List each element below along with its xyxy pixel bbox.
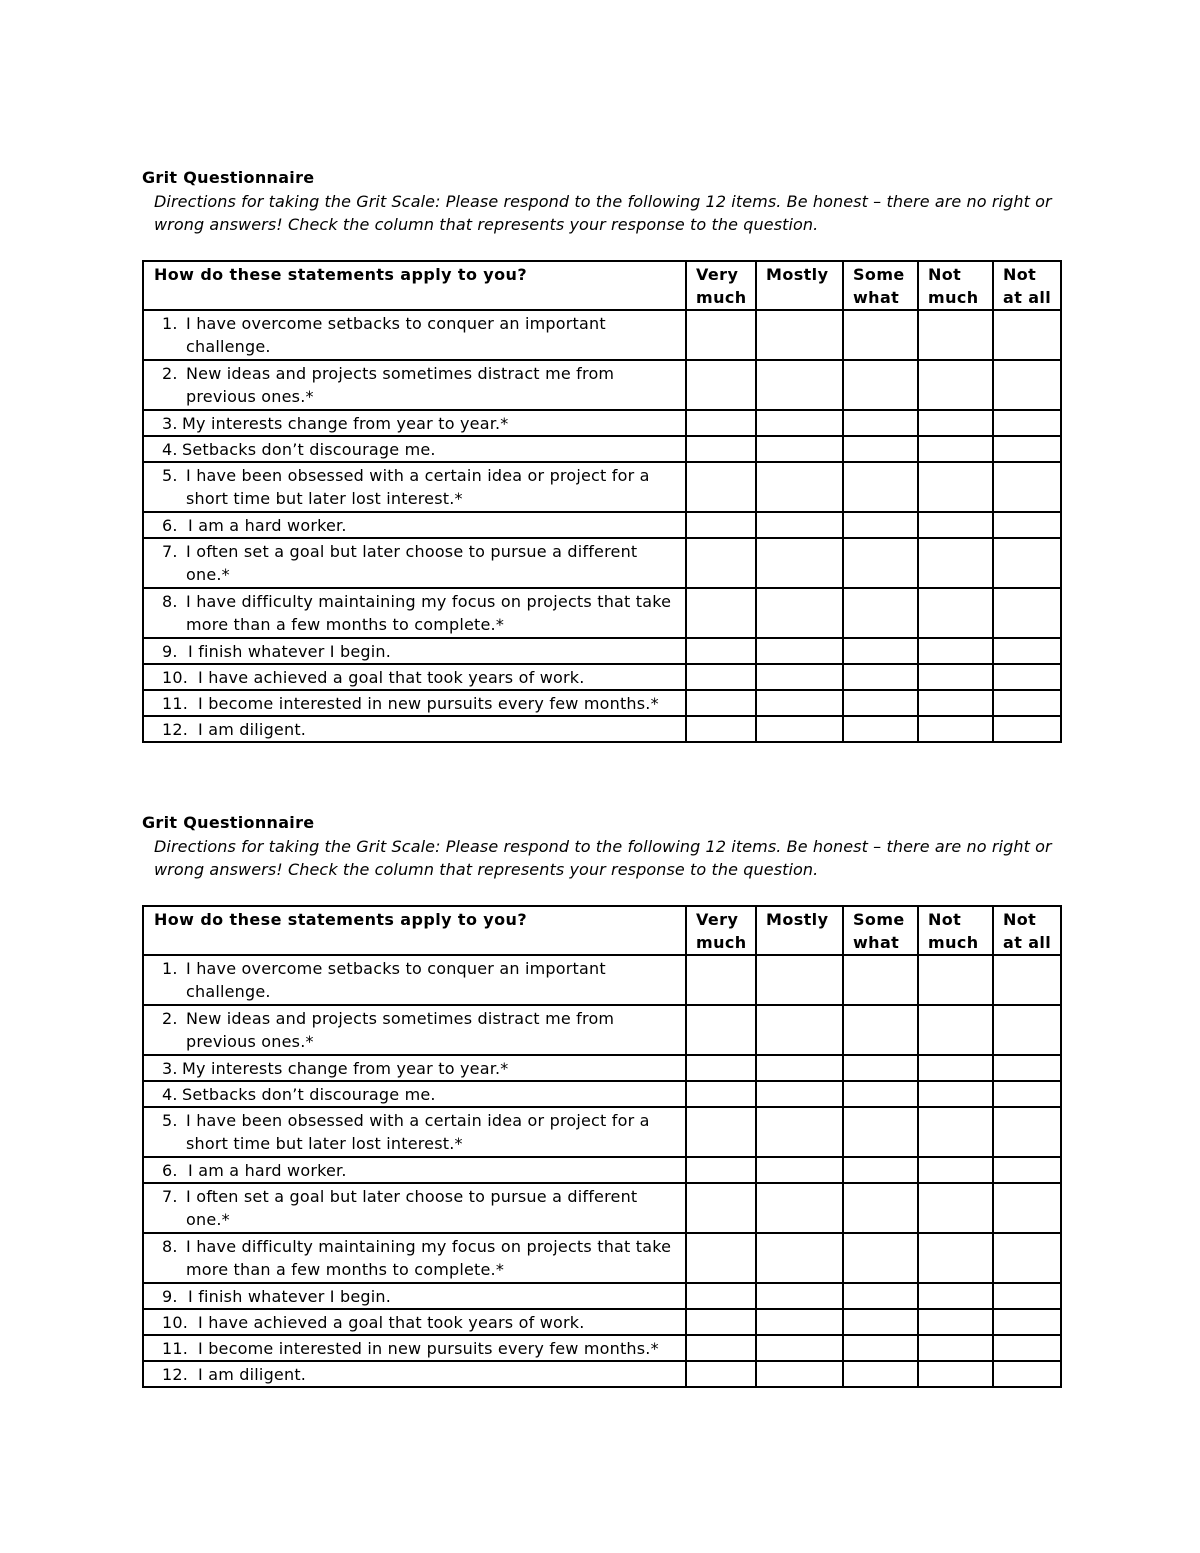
table-row xyxy=(143,1335,1061,1361)
table-row xyxy=(143,310,1061,360)
list-item xyxy=(144,1108,685,1155)
response-checkbox-cell[interactable] xyxy=(843,955,918,1005)
response-checkbox-cell[interactable] xyxy=(756,1361,843,1387)
list-item xyxy=(144,1310,685,1334)
list-item xyxy=(144,311,685,358)
table-row xyxy=(143,664,1061,690)
response-checkbox-cell[interactable] xyxy=(686,310,756,360)
item-number: 6. xyxy=(162,516,178,535)
directions-text: Directions for taking the Grit Scale: Please respond to the following 12 items. Be honest – there are no right or wrong answers! Check the column that represents your response to the question. xyxy=(154,837,1052,879)
list-item xyxy=(144,1184,685,1231)
response-checkbox-cell[interactable] xyxy=(993,638,1061,664)
list-item xyxy=(144,361,685,408)
response-checkbox-cell[interactable] xyxy=(993,1157,1061,1183)
table-row xyxy=(143,360,1061,410)
item-number: 9. xyxy=(162,1287,178,1306)
response-checkbox-cell[interactable] xyxy=(993,436,1061,462)
item-number: 7. xyxy=(162,542,178,561)
item-statement: I have been obsessed with a certain idea or project for a short time but later lost interest.* xyxy=(186,1111,650,1153)
statement-cell xyxy=(143,1361,686,1387)
option-column-header: Mostly xyxy=(756,261,843,310)
table-row xyxy=(143,1309,1061,1335)
response-checkbox-cell[interactable] xyxy=(993,410,1061,436)
item-statement: I am diligent. xyxy=(198,720,307,739)
response-checkbox-cell[interactable] xyxy=(918,1081,993,1107)
table-row xyxy=(143,638,1061,664)
statement-cell xyxy=(143,1183,686,1233)
item-statement: Setbacks don’t discourage me. xyxy=(182,440,436,459)
item-statement: I am diligent. xyxy=(198,1365,307,1384)
list-item xyxy=(144,589,685,636)
response-checkbox-cell[interactable] xyxy=(686,538,756,588)
response-checkbox-cell[interactable] xyxy=(843,436,918,462)
statement-cell xyxy=(143,1107,686,1157)
response-checkbox-cell[interactable] xyxy=(756,1309,843,1335)
response-checkbox-cell[interactable] xyxy=(686,1055,756,1081)
option-column-header: Some what xyxy=(843,261,918,310)
response-checkbox-cell[interactable] xyxy=(686,360,756,410)
statement-cell xyxy=(143,310,686,360)
response-checkbox-cell[interactable] xyxy=(686,462,756,512)
option-column-header: Not much xyxy=(918,261,993,310)
item-statement: I often set a goal but later choose to pursue a different one.* xyxy=(186,1187,638,1229)
list-item xyxy=(144,513,685,537)
response-checkbox-cell[interactable] xyxy=(918,1335,993,1361)
response-checkbox-cell[interactable] xyxy=(843,310,918,360)
response-checkbox-cell[interactable] xyxy=(686,436,756,462)
list-item xyxy=(144,1284,685,1308)
list-item xyxy=(144,1234,685,1281)
response-checkbox-cell[interactable] xyxy=(993,538,1061,588)
item-number: 12. xyxy=(162,720,189,739)
list-item xyxy=(144,1336,685,1360)
statement-cell xyxy=(143,1233,686,1283)
item-statement: I have difficulty maintaining my focus on projects that take more than a few months to complete.* xyxy=(186,1237,672,1279)
response-checkbox-cell[interactable] xyxy=(918,410,993,436)
response-checkbox-cell[interactable] xyxy=(918,360,993,410)
response-checkbox-cell[interactable] xyxy=(993,1005,1061,1055)
list-item xyxy=(144,717,685,741)
response-checkbox-cell[interactable] xyxy=(918,690,993,716)
item-statement: I have overcome setbacks to conquer an important challenge. xyxy=(186,314,606,356)
response-checkbox-cell[interactable] xyxy=(843,1005,918,1055)
item-number: 3. xyxy=(162,1059,178,1078)
item-statement: My interests change from year to year.* xyxy=(182,1059,509,1078)
statement-cell xyxy=(143,955,686,1005)
response-checkbox-cell[interactable] xyxy=(686,716,756,742)
list-item xyxy=(144,1362,685,1386)
response-checkbox-cell[interactable] xyxy=(843,1081,918,1107)
table-row xyxy=(143,1361,1061,1387)
response-checkbox-cell[interactable] xyxy=(843,462,918,512)
item-number: 11. xyxy=(162,1339,189,1358)
response-checkbox-cell[interactable] xyxy=(918,664,993,690)
item-number: 5. xyxy=(162,1111,178,1130)
response-checkbox-cell[interactable] xyxy=(686,955,756,1005)
table-row xyxy=(143,955,1061,1005)
item-number: 12. xyxy=(162,1365,189,1384)
response-checkbox-cell[interactable] xyxy=(756,638,843,664)
item-statement: I finish whatever I begin. xyxy=(188,642,391,661)
list-item xyxy=(144,639,685,663)
statement-cell xyxy=(143,360,686,410)
response-checkbox-cell[interactable] xyxy=(993,462,1061,512)
list-item xyxy=(144,691,685,715)
response-checkbox-cell[interactable] xyxy=(843,690,918,716)
item-statement: I often set a goal but later choose to pursue a different one.* xyxy=(186,542,638,584)
response-checkbox-cell[interactable] xyxy=(843,1361,918,1387)
response-checkbox-cell[interactable] xyxy=(993,664,1061,690)
response-checkbox-cell[interactable] xyxy=(993,690,1061,716)
response-checkbox-cell[interactable] xyxy=(756,410,843,436)
table-row xyxy=(143,1283,1061,1309)
item-statement: Setbacks don’t discourage me. xyxy=(182,1085,436,1104)
response-checkbox-cell[interactable] xyxy=(918,1361,993,1387)
questionnaire-title: Grit Questionnaire xyxy=(142,168,315,187)
response-checkbox-cell[interactable] xyxy=(993,310,1061,360)
response-checkbox-cell[interactable] xyxy=(843,1335,918,1361)
response-checkbox-cell[interactable] xyxy=(756,1335,843,1361)
response-checkbox-cell[interactable] xyxy=(918,588,993,638)
item-number: 1. xyxy=(162,959,178,978)
table-row xyxy=(143,1081,1061,1107)
response-checkbox-cell[interactable] xyxy=(918,462,993,512)
table-row xyxy=(143,512,1061,538)
statement-cell xyxy=(143,588,686,638)
item-statement: I become interested in new pursuits every few months.* xyxy=(198,1339,659,1358)
item-statement: I have been obsessed with a certain idea or project for a short time but later lost interest.* xyxy=(186,466,650,508)
response-checkbox-cell[interactable] xyxy=(686,1361,756,1387)
item-number: 8. xyxy=(162,592,178,611)
response-checkbox-cell[interactable] xyxy=(843,512,918,538)
item-number: 10. xyxy=(162,1313,189,1332)
response-checkbox-cell[interactable] xyxy=(993,1335,1061,1361)
item-number: 6. xyxy=(162,1161,178,1180)
statement-cell xyxy=(143,462,686,512)
statement-cell xyxy=(143,690,686,716)
response-checkbox-cell[interactable] xyxy=(843,1233,918,1283)
list-item xyxy=(144,1082,685,1106)
statement-cell xyxy=(143,410,686,436)
statement-cell xyxy=(143,538,686,588)
response-checkbox-cell[interactable] xyxy=(918,1183,993,1233)
response-checkbox-cell[interactable] xyxy=(756,462,843,512)
response-checkbox-cell[interactable] xyxy=(843,1309,918,1335)
item-number: 2. xyxy=(162,1009,178,1028)
response-checkbox-cell[interactable] xyxy=(686,638,756,664)
option-column-header: Very much xyxy=(686,261,756,310)
item-statement: New ideas and projects sometimes distract me from previous ones.* xyxy=(186,1009,615,1051)
item-number: 7. xyxy=(162,1187,178,1206)
response-checkbox-cell[interactable] xyxy=(993,1233,1061,1283)
response-checkbox-cell[interactable] xyxy=(756,538,843,588)
table-row xyxy=(143,1233,1061,1283)
list-item xyxy=(144,463,685,510)
response-checkbox-cell[interactable] xyxy=(756,1183,843,1233)
response-checkbox-cell[interactable] xyxy=(686,1183,756,1233)
item-statement: I am a hard worker. xyxy=(188,516,347,535)
statement-cell xyxy=(143,1283,686,1309)
statement-cell xyxy=(143,1005,686,1055)
table-row xyxy=(143,588,1061,638)
response-checkbox-cell[interactable] xyxy=(993,1283,1061,1309)
response-checkbox-cell[interactable] xyxy=(843,538,918,588)
response-checkbox-cell[interactable] xyxy=(918,955,993,1005)
table-row xyxy=(143,1107,1061,1157)
list-item xyxy=(144,956,685,1003)
response-checkbox-cell[interactable] xyxy=(993,1107,1061,1157)
item-number: 5. xyxy=(162,466,178,485)
response-checkbox-cell[interactable] xyxy=(918,1055,993,1081)
response-checkbox-cell[interactable] xyxy=(918,512,993,538)
grit-scale-table xyxy=(142,260,1062,743)
option-column-header: Not much xyxy=(918,906,993,955)
item-statement: I have achieved a goal that took years of work. xyxy=(198,1313,585,1332)
response-checkbox-cell[interactable] xyxy=(686,1233,756,1283)
response-checkbox-cell[interactable] xyxy=(756,588,843,638)
response-checkbox-cell[interactable] xyxy=(756,1157,843,1183)
response-checkbox-cell[interactable] xyxy=(918,1233,993,1283)
response-checkbox-cell[interactable] xyxy=(686,410,756,436)
table-row xyxy=(143,410,1061,436)
response-checkbox-cell[interactable] xyxy=(686,690,756,716)
response-checkbox-cell[interactable] xyxy=(993,1309,1061,1335)
response-checkbox-cell[interactable] xyxy=(843,716,918,742)
response-checkbox-cell[interactable] xyxy=(756,1283,843,1309)
questionnaire-1 xyxy=(142,167,1060,743)
response-checkbox-cell[interactable] xyxy=(843,638,918,664)
item-statement: I have achieved a goal that took years of work. xyxy=(198,668,585,687)
statement-cell xyxy=(143,1157,686,1183)
response-checkbox-cell[interactable] xyxy=(843,1107,918,1157)
response-checkbox-cell[interactable] xyxy=(756,664,843,690)
table-header-row xyxy=(143,906,1061,955)
response-checkbox-cell[interactable] xyxy=(756,716,843,742)
statement-cell xyxy=(143,1335,686,1361)
response-checkbox-cell[interactable] xyxy=(756,360,843,410)
statement-cell xyxy=(143,512,686,538)
option-column-header: Mostly xyxy=(756,906,843,955)
option-column-header: Some what xyxy=(843,906,918,955)
table-row xyxy=(143,690,1061,716)
item-statement: My interests change from year to year.* xyxy=(182,414,509,433)
statement-cell xyxy=(143,716,686,742)
response-checkbox-cell[interactable] xyxy=(843,588,918,638)
response-checkbox-cell[interactable] xyxy=(918,1005,993,1055)
response-checkbox-cell[interactable] xyxy=(756,1233,843,1283)
response-checkbox-cell[interactable] xyxy=(843,664,918,690)
table-row xyxy=(143,716,1061,742)
statement-column-header: How do these statements apply to you? xyxy=(143,906,686,955)
response-checkbox-cell[interactable] xyxy=(756,512,843,538)
item-statement: I become interested in new pursuits every few months.* xyxy=(198,694,659,713)
table-row xyxy=(143,1005,1061,1055)
response-checkbox-cell[interactable] xyxy=(843,360,918,410)
response-checkbox-cell[interactable] xyxy=(993,588,1061,638)
option-column-header: Not at all xyxy=(993,906,1061,955)
item-statement: I am a hard worker. xyxy=(188,1161,347,1180)
response-checkbox-cell[interactable] xyxy=(686,1081,756,1107)
response-checkbox-cell[interactable] xyxy=(756,310,843,360)
response-checkbox-cell[interactable] xyxy=(918,1107,993,1157)
item-number: 10. xyxy=(162,668,189,687)
response-checkbox-cell[interactable] xyxy=(993,1055,1061,1081)
response-checkbox-cell[interactable] xyxy=(918,310,993,360)
list-item xyxy=(144,437,685,461)
item-number: 4. xyxy=(162,440,178,459)
statement-cell xyxy=(143,664,686,690)
list-item xyxy=(144,411,685,435)
item-number: 4. xyxy=(162,1085,178,1104)
response-checkbox-cell[interactable] xyxy=(686,1005,756,1055)
item-statement: I have difficulty maintaining my focus on projects that take more than a few months to complete.* xyxy=(186,592,672,634)
option-column-header: Not at all xyxy=(993,261,1061,310)
list-item xyxy=(144,1056,685,1080)
response-checkbox-cell[interactable] xyxy=(918,1283,993,1309)
response-checkbox-cell[interactable] xyxy=(843,1283,918,1309)
table-row xyxy=(143,1157,1061,1183)
list-item xyxy=(144,1006,685,1053)
response-checkbox-cell[interactable] xyxy=(843,1157,918,1183)
item-number: 3. xyxy=(162,414,178,433)
statement-cell xyxy=(143,1309,686,1335)
response-checkbox-cell[interactable] xyxy=(756,1107,843,1157)
option-column-header: Very much xyxy=(686,906,756,955)
table-row xyxy=(143,1183,1061,1233)
table-row xyxy=(143,436,1061,462)
list-item xyxy=(144,1158,685,1182)
table-row xyxy=(143,538,1061,588)
response-checkbox-cell[interactable] xyxy=(686,512,756,538)
item-statement: I finish whatever I begin. xyxy=(188,1287,391,1306)
response-checkbox-cell[interactable] xyxy=(993,1081,1061,1107)
response-checkbox-cell[interactable] xyxy=(686,664,756,690)
item-number: 1. xyxy=(162,314,178,333)
response-checkbox-cell[interactable] xyxy=(993,512,1061,538)
response-checkbox-cell[interactable] xyxy=(918,436,993,462)
response-checkbox-cell[interactable] xyxy=(993,1183,1061,1233)
grit-scale-table xyxy=(142,905,1062,1388)
item-number: 9. xyxy=(162,642,178,661)
response-checkbox-cell[interactable] xyxy=(756,436,843,462)
response-checkbox-cell[interactable] xyxy=(993,955,1061,1005)
response-checkbox-cell[interactable] xyxy=(686,1335,756,1361)
response-checkbox-cell[interactable] xyxy=(756,955,843,1005)
response-checkbox-cell[interactable] xyxy=(686,1157,756,1183)
statement-cell xyxy=(143,436,686,462)
response-checkbox-cell[interactable] xyxy=(686,1107,756,1157)
response-checkbox-cell[interactable] xyxy=(756,1081,843,1107)
statement-cell xyxy=(143,1081,686,1107)
directions-text: Directions for taking the Grit Scale: Please respond to the following 12 items. Be honest – there are no right or wrong answers! Check the column that represents your response to the question. xyxy=(154,192,1052,234)
response-checkbox-cell[interactable] xyxy=(993,716,1061,742)
table-header-row xyxy=(143,261,1061,310)
response-checkbox-cell[interactable] xyxy=(918,538,993,588)
statement-column-header: How do these statements apply to you? xyxy=(143,261,686,310)
questionnaire-title: Grit Questionnaire xyxy=(142,813,315,832)
item-number: 11. xyxy=(162,694,189,713)
response-checkbox-cell[interactable] xyxy=(843,1183,918,1233)
response-checkbox-cell[interactable] xyxy=(843,1055,918,1081)
statement-cell xyxy=(143,638,686,664)
response-checkbox-cell[interactable] xyxy=(843,410,918,436)
response-checkbox-cell[interactable] xyxy=(993,1361,1061,1387)
item-statement: New ideas and projects sometimes distract me from previous ones.* xyxy=(186,364,615,406)
response-checkbox-cell[interactable] xyxy=(993,360,1061,410)
item-statement: I have overcome setbacks to conquer an important challenge. xyxy=(186,959,606,1001)
list-item xyxy=(144,539,685,586)
response-checkbox-cell[interactable] xyxy=(686,1309,756,1335)
response-checkbox-cell[interactable] xyxy=(686,588,756,638)
response-checkbox-cell[interactable] xyxy=(918,716,993,742)
table-row xyxy=(143,462,1061,512)
list-item xyxy=(144,665,685,689)
item-number: 8. xyxy=(162,1237,178,1256)
response-checkbox-cell[interactable] xyxy=(686,1283,756,1309)
response-checkbox-cell[interactable] xyxy=(918,1309,993,1335)
response-checkbox-cell[interactable] xyxy=(918,1157,993,1183)
response-checkbox-cell[interactable] xyxy=(756,690,843,716)
response-checkbox-cell[interactable] xyxy=(918,638,993,664)
questionnaire-2 xyxy=(142,812,1060,1388)
response-checkbox-cell[interactable] xyxy=(756,1055,843,1081)
response-checkbox-cell[interactable] xyxy=(756,1005,843,1055)
statement-cell xyxy=(143,1055,686,1081)
item-number: 2. xyxy=(162,364,178,383)
table-row xyxy=(143,1055,1061,1081)
